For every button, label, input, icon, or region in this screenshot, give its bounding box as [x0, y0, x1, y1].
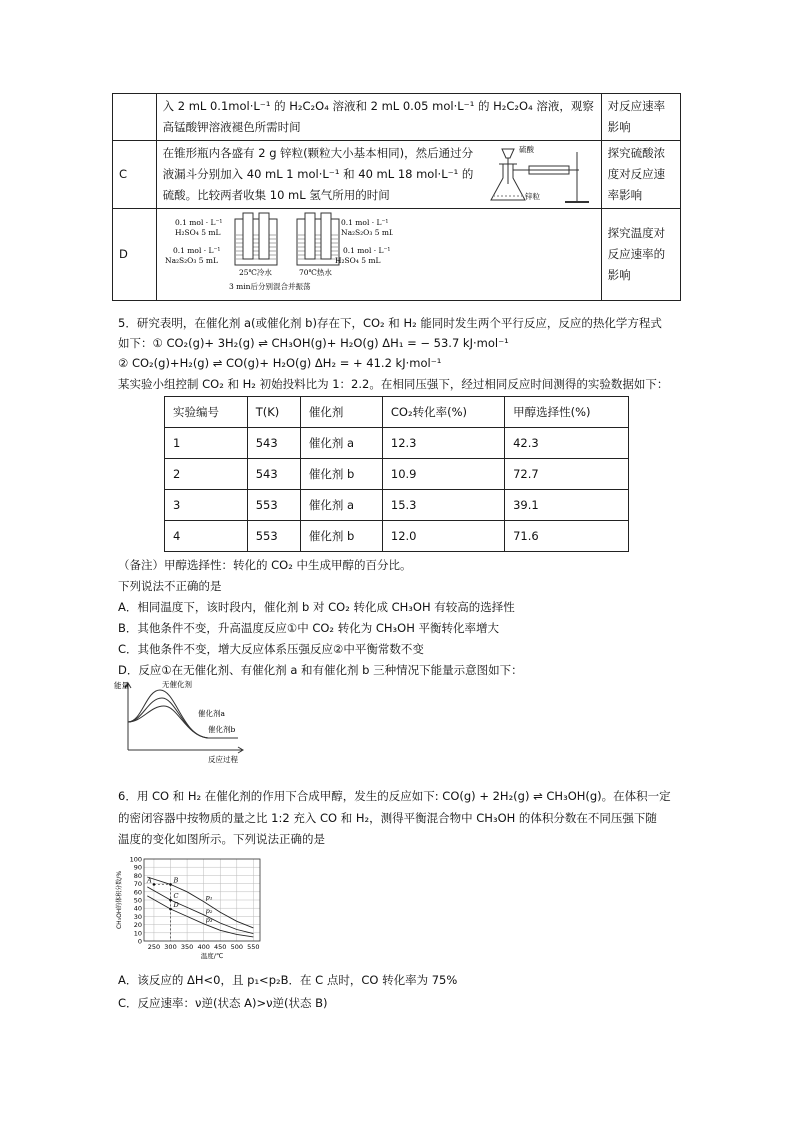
fig-right-4: H₂SO₄ 5 mL — [334, 256, 381, 265]
table-row — [165, 428, 629, 459]
data-point — [169, 899, 172, 902]
col-header: 甲醇选择性(%) — [505, 397, 629, 428]
curve-no-catalyst: 无催化剂 — [162, 680, 192, 689]
row-c-aim: 探究硫酸浓度对反应速率影响 — [601, 141, 680, 209]
y-tick-label: 100 — [129, 855, 142, 864]
point-label: A — [146, 876, 152, 885]
y-tick-label: 20 — [133, 921, 142, 930]
series-line — [147, 887, 253, 934]
y-tick-label: 30 — [133, 912, 142, 921]
x-tick-label: 450 — [214, 943, 227, 951]
table-row — [165, 490, 629, 521]
point-label: B — [173, 876, 179, 885]
x-tick-label: 500 — [230, 943, 244, 951]
row-d-cell — [156, 209, 601, 301]
cell: 4 — [165, 521, 248, 552]
q5-data-table — [164, 396, 629, 552]
energy-diagram — [112, 680, 252, 766]
q6-stem-3: 温度的变化如图所示。下列说法正确的是 — [118, 832, 325, 846]
y-tick-label: 40 — [133, 904, 142, 913]
fig-hot: 70℃热水 — [298, 268, 332, 277]
col-header: CO₂转化率(%) — [382, 397, 504, 428]
fig-left-1: 0.1 mol · L⁻¹ — [174, 218, 223, 227]
x-tick-label: 300 — [164, 943, 177, 951]
fig-note: 3 min后分别混合并振荡 — [228, 282, 311, 291]
row-b-text: 入 2 mL 0.1mol·L⁻¹ 的 H₂C₂O₄ 溶液和 2 mL 0.05 mol·L⁻¹ 的 H₂C₂O₄ 溶液，观察高锰酸钾溶液褪色所需时间 — [156, 94, 601, 141]
x-axis-label: 温度/℃ — [200, 952, 224, 960]
row-label: C — [113, 141, 157, 209]
fig-left-4: Na₂S₂O₃ 5 mL — [164, 256, 218, 265]
y-tick-label: 70 — [133, 880, 142, 889]
q5-option-a: A．相同温度下，该时段内，催化剂 b 对 CO₂ 转化成 CH₃OH 有较高的选择性 — [118, 600, 515, 614]
q5-note: （备注）甲醇选择性：转化的 CO₂ 中生成甲醇的百分比。 — [118, 558, 412, 572]
cell: 72.7 — [505, 459, 629, 490]
x-tick-label: 400 — [197, 943, 210, 951]
curve-catalyst-a: 催化剂a — [198, 709, 225, 718]
fig-cold: 25℃冷水 — [238, 268, 272, 277]
y-axis-label: CH₃OH的体积分数/% — [116, 870, 123, 930]
q5-ask: 下列说法不正确的是 — [118, 579, 222, 593]
y-tick-label: 60 — [133, 888, 142, 897]
q6-stem-1: 6．用 CO 和 H₂ 在催化剂的作用下合成甲醇，发生的反应如下: CO(g) + 2H₂(g) ⇌ CH₃OH(g)。在体积一定 — [118, 789, 671, 803]
fig-right-2: Na₂S₂O₃ 5 mL — [340, 228, 393, 237]
cell: 71.6 — [505, 521, 629, 552]
q5-stem-1: 5．研究表明，在催化剂 a(或催化剂 b)存在下，CO₂ 和 H₂ 能同时发生两个平行反应，反应的热化学方程式 — [118, 316, 662, 330]
zinc-label: 锌粒 — [524, 191, 540, 201]
cell: 12.3 — [382, 428, 504, 459]
q6-option-c: C．反应速率：ν逆(状态 A)>ν逆(状态 B) — [118, 996, 328, 1010]
cell: 12.0 — [382, 521, 504, 552]
fig-left-3: 0.1 mol · L⁻¹ — [172, 246, 221, 255]
table-row — [165, 459, 629, 490]
cell: 1 — [165, 428, 248, 459]
energy-xlabel: 反应过程 — [208, 755, 238, 764]
fig-right-1: 0.1 mol · L⁻¹ — [340, 218, 389, 227]
row-label: D — [113, 209, 157, 301]
row-c-text: 在锥形瓶内各盛有 2 g 锌粒(颗粒大小基本相同)，然后通过分液漏斗分别加入 40 mL 1 mol·L⁻¹ 和 40 mL 18 mol·L⁻¹ 的硫酸。比较两者收集 10 mL 氢气所用的时间 — [162, 146, 474, 202]
cell: 15.3 — [382, 490, 504, 521]
cell: 催化剂 b — [300, 521, 382, 552]
q6-option-a: A．该反应的 ΔH<0，且 p₁<p₂B．在 C 点时，CO 转化率为 75% — [118, 973, 458, 987]
x-tick-label: 550 — [247, 943, 260, 951]
cell: 2 — [165, 459, 248, 490]
x-tick-label: 350 — [180, 943, 194, 951]
table-row — [165, 521, 629, 552]
cell: 543 — [247, 459, 300, 490]
energy-ylabel: 能量 — [114, 681, 129, 690]
series-label: p₃ — [205, 915, 213, 924]
methanol-volume-fraction-chart — [114, 853, 264, 963]
q5-option-b: B．其他条件不变，升高温度反应①中 CO₂ 转化为 CH₃OH 平衡转化率增大 — [118, 621, 499, 635]
data-point — [169, 908, 172, 911]
x-tick-label: 250 — [147, 943, 161, 951]
cell: 553 — [247, 521, 300, 552]
point-label: C — [173, 892, 179, 900]
cell: 42.3 — [505, 428, 629, 459]
row-c-cell — [156, 141, 601, 209]
q5-option-c: C．其他条件不变，增大反应体系压强反应②中平衡常数不变 — [118, 642, 424, 656]
y-tick-label: 50 — [133, 896, 142, 905]
series-label: p₁ — [205, 893, 213, 902]
table-row — [113, 94, 681, 141]
cell: 催化剂 b — [300, 459, 382, 490]
point-label: D — [173, 901, 179, 910]
table-row — [113, 141, 681, 209]
cell: 10.9 — [382, 459, 504, 490]
data-point — [153, 883, 156, 886]
row-label — [113, 94, 157, 141]
cell: 催化剂 a — [300, 490, 382, 521]
series-label: p₂ — [205, 906, 213, 915]
table-header-row — [165, 397, 629, 428]
row-d-aim: 探究温度对反应速率的影响 — [601, 209, 680, 301]
cell: 39.1 — [505, 490, 629, 521]
y-tick-label: 80 — [133, 871, 142, 880]
q5-option-d: D．反应①在无催化剂、有催化剂 a 和有催化剂 b 三种情况下能量示意图如下： — [118, 663, 523, 677]
y-tick-label: 10 — [133, 929, 142, 938]
data-point — [169, 883, 172, 886]
fig-right-3: 0.1 mol · L⁻¹ — [342, 246, 391, 255]
cell: 3 — [165, 490, 248, 521]
cell: 553 — [247, 490, 300, 521]
col-header: 催化剂 — [300, 397, 382, 428]
fig-left-2: H₂SO₄ 5 mL — [174, 228, 221, 237]
cell: 催化剂 a — [300, 428, 382, 459]
q5-stem-2: 如下：① CO₂(g)+ 3H₂(g) ⇌ CH₃OH(g)+ H₂O(g) ΔH₁ = − 53.7 kJ·mol⁻¹ — [118, 336, 509, 350]
zinc-acid-apparatus-figure — [485, 144, 595, 206]
col-header: T(K) — [247, 397, 300, 428]
q5-stem-4: 某实验小组控制 CO₂ 和 H₂ 初始投料比为 1：2.2。在相同压强下，经过相同反应时间测得的实验数据如下： — [118, 377, 669, 391]
y-tick-label: 0 — [137, 937, 142, 946]
q5-stem-3: ② CO₂(g)+H₂(g) ⇌ CO(g)+ H₂O(g) ΔH₂ = + 41.2 kJ·mol⁻¹ — [118, 356, 442, 370]
table-row — [113, 209, 681, 301]
row-b-aim: 对反应速率影响 — [601, 94, 680, 141]
cell: 543 — [247, 428, 300, 459]
temperature-beaker-figure — [163, 211, 393, 291]
col-header: 实验编号 — [165, 397, 248, 428]
curve-catalyst-b: 催化剂b — [208, 725, 236, 734]
experiment-table — [112, 93, 681, 301]
y-tick-label: 90 — [133, 863, 142, 872]
q6-stem-2: 的密闭容器中按物质的量之比 1:2 充入 CO 和 H₂，测得平衡混合物中 CH₃OH 的体积分数在不同压强下随 — [118, 811, 657, 825]
acid-label: 硫酸 — [518, 144, 534, 154]
